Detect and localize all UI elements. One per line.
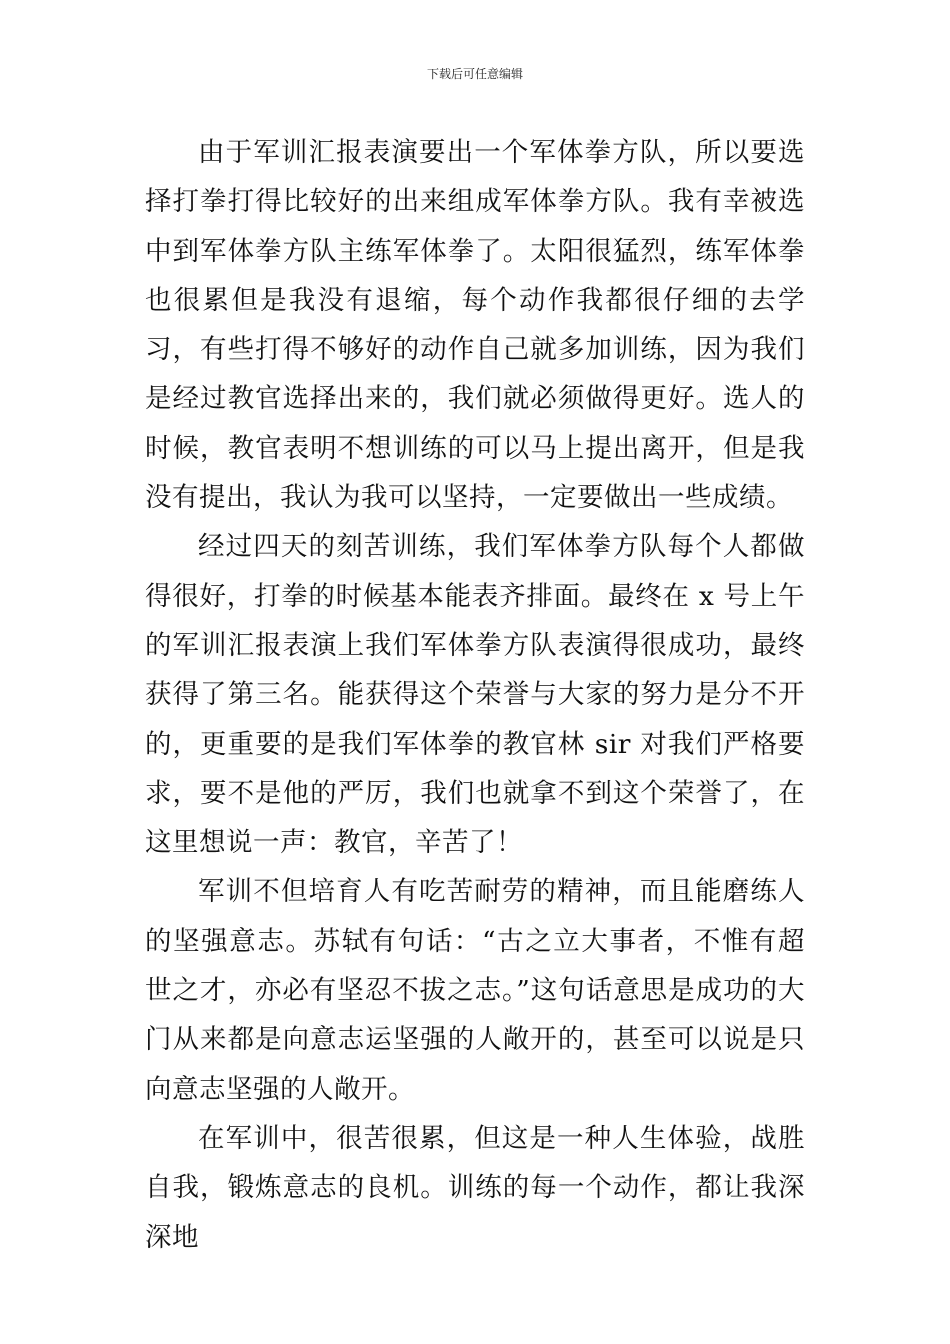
paragraph-1: 由于军训汇报表演要出一个军体拳方队，所以要选择打拳打得比较好的出来组成军体拳方队。我有幸被选中到军体拳方队主练军体拳了。太阳很猛烈，练军体拳也很累但是我没有退缩，每个动作我都很仔细的去学习，有些打得不够好的动作自己就多加训练，因为我们是经过教官选择出来的，我们就必须做得更好。选人的时候，教官表明不想训练的可以马上提出离开，但是我没有提出，我认为我可以坚持，一定要做出一些成绩。 xyxy=(145,137,805,514)
paragraph-4: 在军训中，很苦很累，但这是一种人生体验，战胜自我，锻炼意志的良机。训练的每一个动作，都让我深深地 xyxy=(145,1122,805,1253)
page-header: 下载后可任意编辑 xyxy=(426,67,523,81)
paragraph-2: 经过四天的刻苦训练，我们军体拳方队每个人都做得很好，打拳的时候基本能表齐排面。最终在 x 号上午的军训汇报表演上我们军体拳方队表演得很成功，最终获得了第三名。能获得这个荣誉与大家的努力是分不开的，更重要的是我们军体拳的教官林 sir 对我们严格要求，要不是他的严厉，我们也就拿不到这个荣誉了，在这里想说一声：教官，辛苦了！ xyxy=(145,531,805,859)
paragraph-3: 军训不但培育人有吃苦耐劳的精神，而且能磨练人的坚强意志。苏轼有句话：“古之立大事者，不惟有超世之才，亦必有坚忍不拔之志。”这句话意思是成功的大门从来都是向意志运坚强的人敞开的，甚至可以说是只向意志坚强的人敞开。 xyxy=(145,876,805,1105)
document-body xyxy=(145,128,805,1262)
